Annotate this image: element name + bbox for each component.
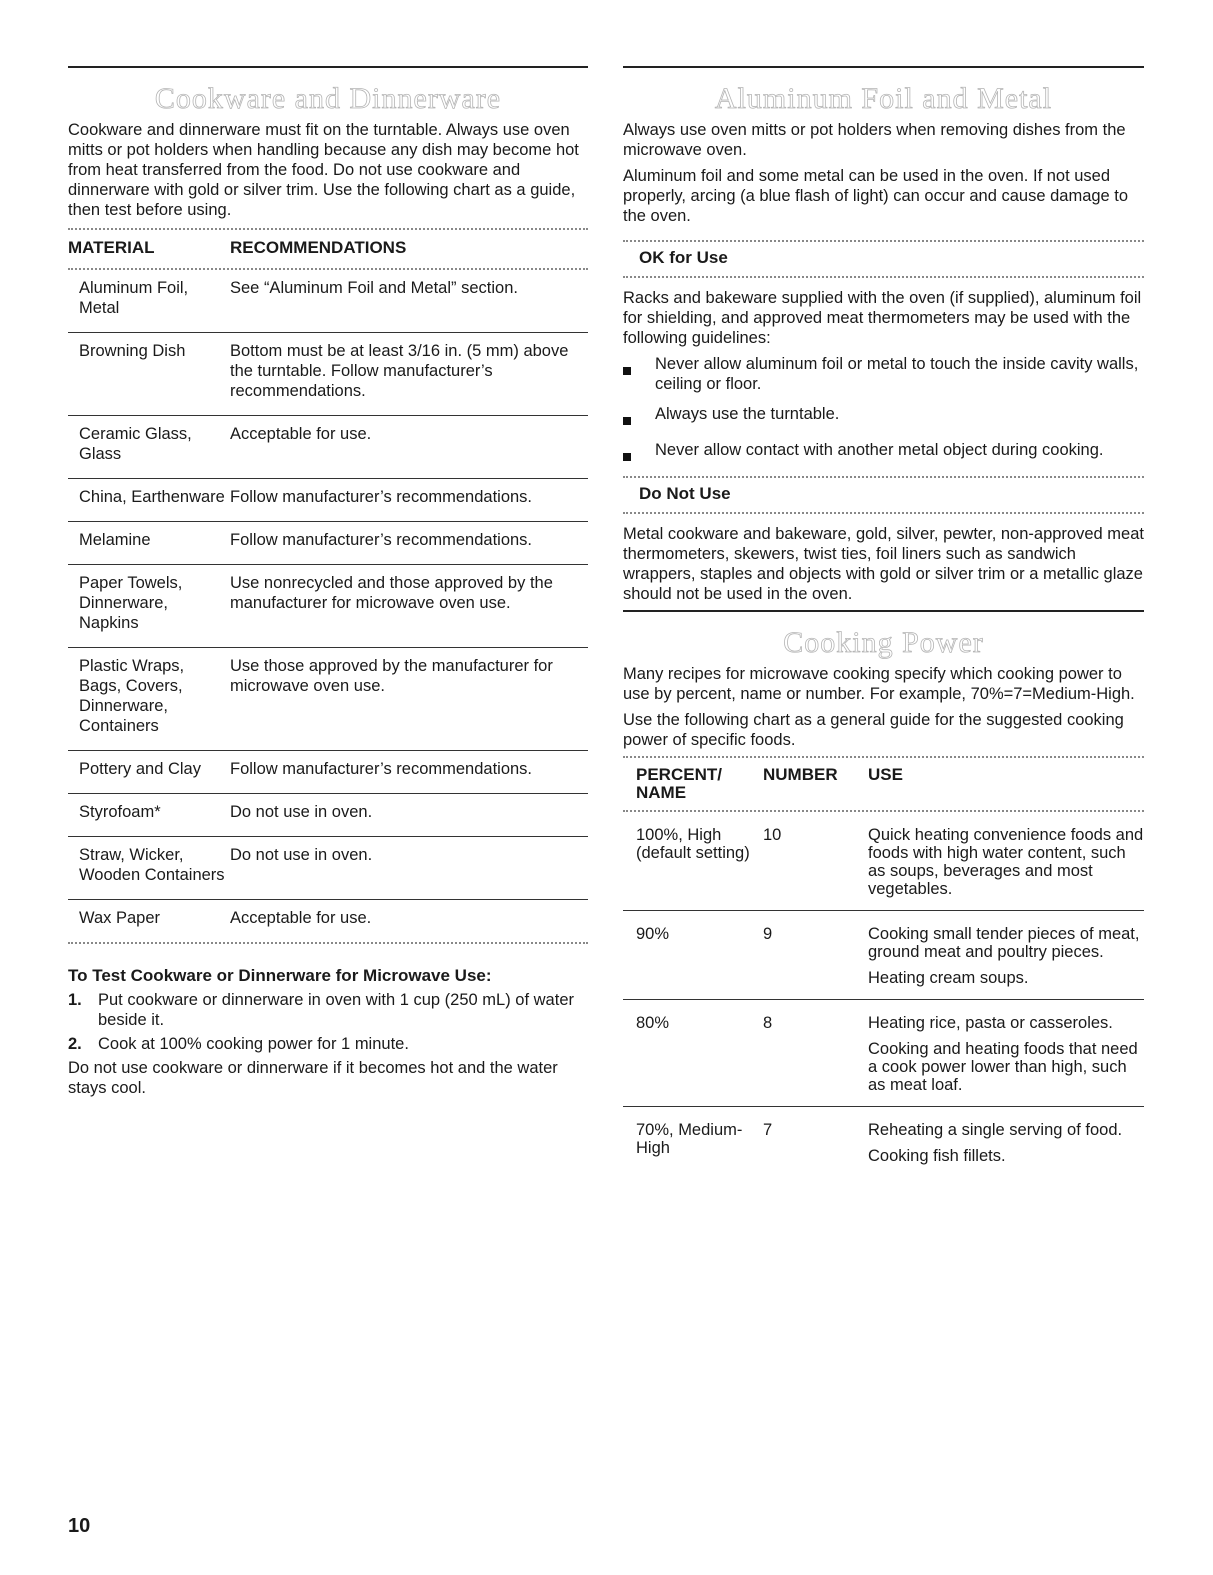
power-row bbox=[623, 812, 1144, 911]
ok-for-use-title: OK for Use bbox=[639, 248, 728, 267]
right-column bbox=[623, 66, 1144, 1177]
power-percent: 70%, Medium-High bbox=[636, 1121, 743, 1157]
dotted-divider bbox=[68, 942, 588, 944]
material-name: Straw, Wicker, Wooden Containers bbox=[79, 846, 225, 884]
test-title: To Test Cookware or Dinnerware for Microwave Use: bbox=[68, 966, 492, 985]
material-recommendation: Follow manufacturer’s recommendations. bbox=[230, 760, 533, 778]
material-recommendation: See “Aluminum Foil and Metal” section. bbox=[230, 279, 518, 297]
power-use bbox=[868, 826, 1144, 898]
step-text: Cook at 100% cooking power for 1 minute. bbox=[98, 1035, 409, 1053]
bullet-icon bbox=[623, 440, 655, 466]
dotted-divider bbox=[623, 276, 1144, 278]
test-step bbox=[68, 1034, 588, 1054]
material-row bbox=[68, 565, 588, 648]
guideline-item bbox=[623, 354, 1144, 394]
guideline-item bbox=[623, 440, 1144, 466]
material-name: Paper Towels, Dinnerware, Napkins bbox=[79, 574, 183, 632]
power-paragraph-2: Use the following chart as a general guide for the suggested cooking power of specific foods. bbox=[623, 711, 1124, 749]
material-recommendation: Use nonrecycled and those approved by the manufacturer for microwave oven use. bbox=[230, 574, 553, 612]
power-number: 9 bbox=[763, 925, 773, 943]
power-use-item: Quick heating convenience foods and foods with high water content, such as soups, beverages and most vegetables. bbox=[868, 826, 1144, 898]
power-percent: 90% bbox=[636, 925, 670, 943]
cookware-intro: Cookware and dinnerware must fit on the turntable. Always use oven mitts or pot holders when handling because any dish may become hot from heat transferred from the food. Do not use cookware and dinnerware with gold or silver trim. Use the following chart as a guide, then test before using. bbox=[68, 121, 579, 219]
material-recommendation: Use those approved by the manufacturer for microwave oven use. bbox=[230, 657, 553, 695]
material-row bbox=[68, 479, 588, 522]
bullet-icon bbox=[623, 354, 655, 394]
material-row bbox=[68, 648, 588, 751]
material-recommendation: Do not use in oven. bbox=[230, 846, 373, 864]
materials-table-header bbox=[68, 230, 588, 268]
power-row bbox=[623, 911, 1144, 1000]
material-name: Pottery and Clay bbox=[79, 760, 201, 778]
header-material: MATERIAL bbox=[68, 238, 155, 257]
power-use bbox=[868, 1121, 1144, 1165]
test-steps bbox=[68, 990, 588, 1054]
ok-guidelines bbox=[623, 354, 1144, 466]
guideline-text: Never allow aluminum foil or metal to touch the inside cavity walls, ceiling or floor. bbox=[655, 355, 1139, 393]
step-text: Put cookware or dinnerware in oven with 1 cup (250 mL) of water beside it. bbox=[98, 991, 574, 1029]
power-use-item: Cooking and heating foods that need a cook power lower than high, such as meat loaf. bbox=[868, 1040, 1138, 1094]
power-use-item: Reheating a single serving of food. bbox=[868, 1121, 1123, 1139]
material-row bbox=[68, 333, 588, 416]
left-column bbox=[68, 66, 588, 1104]
foil-paragraph-2: Aluminum foil and some metal can be used in the oven. If not used properly, arcing (a blue flash of light) can occur and cause damage to the oven. bbox=[623, 167, 1129, 225]
material-row bbox=[68, 794, 588, 837]
material-name: Melamine bbox=[79, 531, 151, 549]
material-name: Browning Dish bbox=[79, 342, 186, 360]
step-number: 1. bbox=[68, 991, 82, 1009]
do-not-use-text: Metal cookware and bakeware, gold, silver, pewter, non-approved meat thermometers, skewers, twist ties, foil liners such as sandwich wrappers, staples and objects with gold or silver trim or a metallic glaze should not be used in the oven. bbox=[623, 525, 1144, 603]
power-use-item: Cooking fish fillets. bbox=[868, 1147, 1006, 1165]
guideline-item bbox=[623, 404, 1144, 430]
power-table bbox=[623, 812, 1144, 1177]
materials-table bbox=[68, 270, 588, 942]
section-title-cookware: Cookware and Dinnerware bbox=[154, 82, 502, 115]
power-number: 8 bbox=[763, 1014, 773, 1032]
foil-paragraph-1: Always use oven mitts or pot holders when removing dishes from the microwave oven. bbox=[623, 121, 1126, 159]
header-use: USE bbox=[868, 765, 903, 784]
material-row bbox=[68, 751, 588, 794]
material-row bbox=[68, 837, 588, 900]
power-number: 10 bbox=[763, 826, 782, 844]
power-paragraph-1: Many recipes for microwave cooking specify which cooking power to use by percent, name or number. For example, 70%=7=Medium-High. bbox=[623, 665, 1135, 703]
material-row bbox=[68, 522, 588, 565]
power-number: 7 bbox=[763, 1121, 773, 1139]
power-use-item: Cooking small tender pieces of meat, ground meat and poultry pieces. bbox=[868, 925, 1140, 961]
material-recommendation: Acceptable for use. bbox=[230, 425, 372, 443]
material-recommendation: Bottom must be at least 3/16 in. (5 mm) above the turntable. Follow manufacturer’s recommendations. bbox=[230, 342, 569, 400]
material-recommendation: Acceptable for use. bbox=[230, 909, 372, 927]
material-recommendation: Follow manufacturer’s recommendations. bbox=[230, 531, 533, 549]
power-row bbox=[623, 1107, 1144, 1177]
power-table-header bbox=[623, 758, 1144, 810]
material-name: Plastic Wraps, Bags, Covers, Dinnerware, Containers bbox=[79, 657, 185, 735]
power-use bbox=[868, 925, 1144, 987]
header-recommendations: RECOMMENDATIONS bbox=[230, 238, 407, 257]
material-row bbox=[68, 270, 588, 333]
material-row bbox=[68, 900, 588, 942]
power-use-item: Heating rice, pasta or casseroles. bbox=[868, 1014, 1113, 1032]
power-percent: 80% bbox=[636, 1014, 670, 1032]
material-name: Styrofoam* bbox=[79, 803, 161, 821]
ok-for-use-text: Racks and bakeware supplied with the oven (if supplied), aluminum foil for shielding, and approved meat thermometers may be used with the following guidelines: bbox=[623, 289, 1142, 347]
test-note: Do not use cookware or dinnerware if it becomes hot and the water stays cool. bbox=[68, 1059, 558, 1097]
header-number: NUMBER bbox=[763, 765, 838, 784]
material-name: China, Earthenware bbox=[79, 488, 225, 506]
material-name: Ceramic Glass, Glass bbox=[79, 425, 192, 463]
material-name: Wax Paper bbox=[79, 909, 161, 927]
bullet-icon bbox=[623, 404, 655, 430]
guideline-text: Always use the turntable. bbox=[655, 405, 840, 423]
material-recommendation: Do not use in oven. bbox=[230, 803, 373, 821]
material-name: Aluminum Foil, Metal bbox=[79, 279, 189, 317]
guideline-text: Never allow contact with another metal object during cooking. bbox=[655, 441, 1104, 459]
section-title-foil: Aluminum Foil and Metal bbox=[714, 82, 1053, 115]
material-row bbox=[68, 416, 588, 479]
test-step bbox=[68, 990, 588, 1030]
dotted-divider bbox=[623, 512, 1144, 514]
material-recommendation: Follow manufacturer’s recommendations. bbox=[230, 488, 533, 506]
power-use-item: Heating cream soups. bbox=[868, 969, 1029, 987]
do-not-use-title: Do Not Use bbox=[639, 484, 731, 503]
section-title-power: Cooking Power bbox=[783, 626, 984, 659]
power-percent: 100%, High (default setting) bbox=[636, 826, 750, 862]
page-number: 10 bbox=[68, 1515, 91, 1537]
power-row bbox=[623, 1000, 1144, 1107]
header-percent: PERCENT/ NAME bbox=[636, 765, 722, 802]
step-number: 2. bbox=[68, 1035, 82, 1053]
power-use bbox=[868, 1014, 1144, 1094]
